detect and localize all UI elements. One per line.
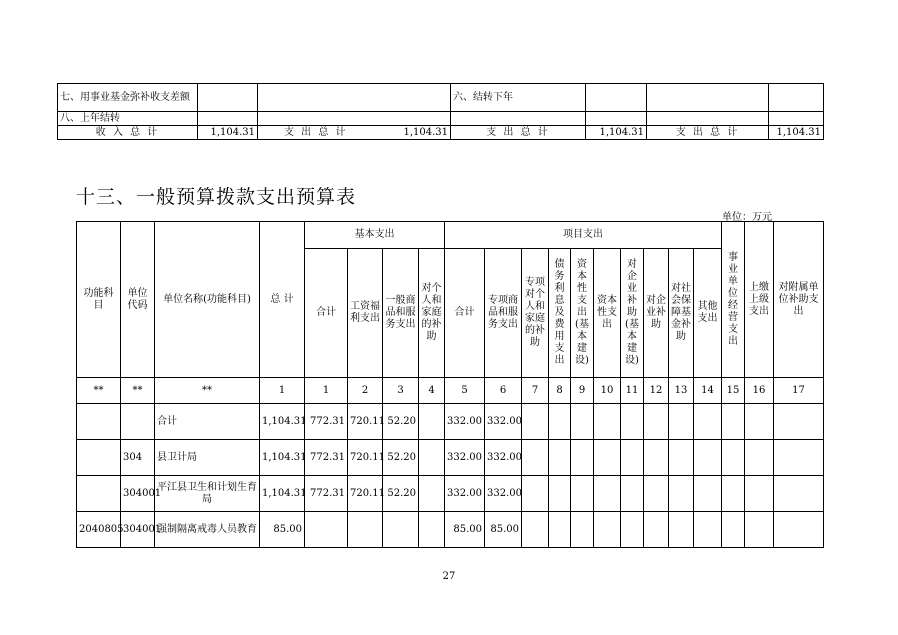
basic-total-cell: 772.31 [305,404,348,440]
index-cell: 17 [774,378,824,404]
header-project-capital-construction: 资本性支出(基本建设) [571,249,594,378]
basic-wage-cell: 720.11 [348,476,383,512]
budget-expenditure-table [76,221,824,548]
header-project-debt: 债务利息及费用支出 [549,249,571,378]
header-basic-goods: 一般商品和服务支出 [383,249,419,378]
table-row [77,404,824,440]
total-cell: 1,104.31 [260,440,305,476]
index-cell: 9 [571,378,594,404]
unit-code-cell: 304 [121,440,155,476]
income-expense-summary-table [57,83,824,140]
header-project-expenditure: 项目支出 [445,222,722,249]
header-total: 总 计 [260,222,305,378]
index-cell: 12 [644,378,669,404]
project-goods-cell: 332.00 [485,440,522,476]
expense-total-value: 1,104.31 [586,126,647,140]
index-cell: 11 [621,378,644,404]
expense-total-label: 支 出 总 计 [451,126,586,140]
project-total-cell: 332.00 [445,404,485,440]
header-upper-payment: 上缴上级支出 [745,222,774,378]
header-project-social-security: 对社会保障基金补助 [669,249,694,378]
unit-name-cell: 平江县卫生和计划生育局 [155,476,260,512]
index-cell: 8 [549,378,571,404]
basic-goods-cell: 52.20 [383,476,419,512]
index-cell: 6 [485,378,522,404]
summary-right-item-label: 六、结转下年 [451,84,586,112]
index-cell: 4 [419,378,445,404]
basic-goods-cell: 52.20 [383,404,419,440]
unit-code-cell: 304001 [121,476,155,512]
unit-code-cell [121,404,155,440]
header-project-personal: 专项对个人和家庭的补助 [522,249,549,378]
unit-name-cell: 合计 [155,404,260,440]
header-project-enterprise: 对企业补助 [644,249,669,378]
expense-total-label: 支 出 总 计 [647,126,769,140]
header-unit-name: 单位名称(功能科目) [155,222,260,378]
index-cell: 14 [694,378,722,404]
unit-name-cell: 强制隔离戒毒人员教育 [155,512,260,548]
func-code-cell [77,476,121,512]
basic-total-cell: 772.31 [305,476,348,512]
project-goods-cell: 85.00 [485,512,522,548]
page-title: 十三、一般预算拨款支出预算表 [76,186,357,208]
unit-label: 单位：万元 [722,212,772,223]
table-row [77,440,824,476]
basic-wage-cell: 720.11 [348,404,383,440]
index-cell: ** [155,378,260,404]
page-number: 27 [442,571,456,582]
func-code-cell [77,440,121,476]
func-code-cell: 2040805 [77,512,121,548]
index-cell: 5 [445,378,485,404]
unit-name-cell: 县卫计局 [155,440,260,476]
table-row [77,512,824,548]
index-cell: 13 [669,378,694,404]
basic-total-cell [305,512,348,548]
expense-total-value: 1,104.31 [769,126,824,140]
func-code-cell [77,404,121,440]
header-project-goods: 专项商品和服务支出 [485,249,522,378]
header-project-capital: 资本性支出 [594,249,621,378]
index-cell: 3 [383,378,419,404]
total-cell: 85.00 [260,512,305,548]
project-goods-cell: 332.00 [485,404,522,440]
table-row [77,476,824,512]
expense-total-label: 支 出 总 计 [284,126,348,138]
index-cell: ** [121,378,155,404]
index-cell: 1 [260,378,305,404]
basic-goods-cell: 52.20 [383,440,419,476]
basic-wage-cell [348,512,383,548]
header-affiliate-subsidy: 对附属单位补助支出 [774,222,824,378]
project-total-cell: 85.00 [445,512,485,548]
header-unit-code: 单位代码 [121,222,155,378]
expense-total-value: 1,104.31 [403,126,448,138]
index-cell: 1 [305,378,348,404]
unit-code-cell: 304001 [121,512,155,548]
header-project-other: 其他支出 [694,249,722,378]
index-cell: 10 [594,378,621,404]
index-cell: 7 [522,378,549,404]
total-cell: 1,104.31 [260,404,305,440]
basic-wage-cell: 720.11 [348,440,383,476]
income-total-label: 收 入 总 计 [58,126,198,140]
basic-goods-cell [383,512,419,548]
header-basic-wage: 工资福利支出 [348,249,383,378]
header-basic-total: 合计 [305,249,348,378]
project-total-cell: 332.00 [445,476,485,512]
header-basic-expenditure: 基本支出 [305,222,445,249]
header-project-total: 合计 [445,249,485,378]
index-cell: 15 [722,378,745,404]
header-business-operation: 事业单位经营支出 [722,222,745,378]
total-cell: 1,104.31 [260,476,305,512]
summary-item-label: 七、用事业基金弥补收支差额 [58,84,198,112]
summary-item-label: 八、上年结转 [58,112,198,126]
income-total-value: 1,104.31 [198,126,258,140]
header-func-subject: 功能科目 [77,222,121,378]
index-cell: ** [77,378,121,404]
header-basic-personal: 对个人和家庭的补助 [419,249,445,378]
basic-total-cell: 772.31 [305,440,348,476]
index-cell: 2 [348,378,383,404]
index-cell: 16 [745,378,774,404]
project-total-cell: 332.00 [445,440,485,476]
project-goods-cell: 332.00 [485,476,522,512]
header-project-enterprise-construction: 对企业补助(基本建设) [621,249,644,378]
column-index-row [77,378,824,404]
